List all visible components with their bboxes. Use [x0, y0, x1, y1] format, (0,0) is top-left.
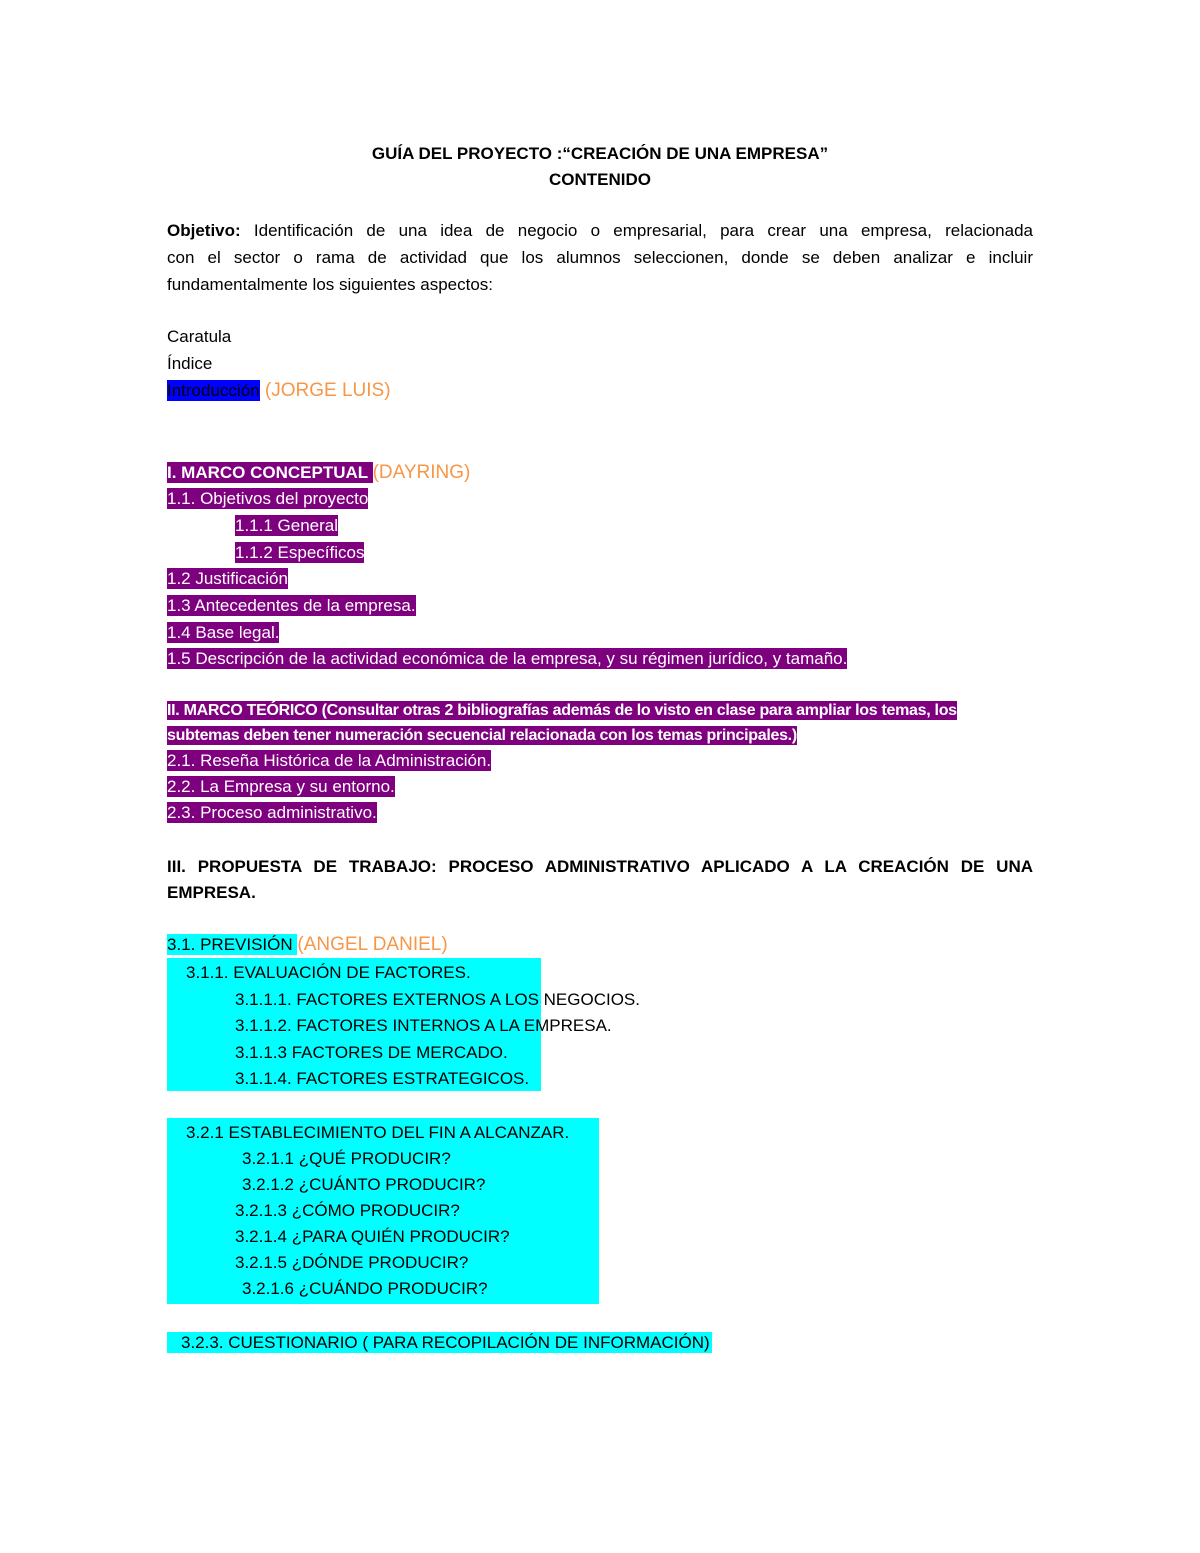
item-caratula: Caratula [167, 327, 232, 346]
prevision-heading [167, 933, 448, 957]
item-introduccion [167, 379, 391, 403]
section1-item-text: 1.3 Antecedentes de la empresa. [167, 596, 416, 615]
factores-item: 3.1.1.3 FACTORES DE MERCADO. [235, 1043, 508, 1062]
section3-heading-line-1: III. PROPUESTA DE TRABAJO: PROCESO ADMINISTRATIVO APLICADO A LA CREACIÓN DE UNA [167, 857, 1033, 876]
section1-heading-text: I. MARCO CONCEPTUAL [167, 463, 373, 482]
fin-item: 3.2.1.3 ¿CÓMO PRODUCIR? [235, 1201, 460, 1220]
factores-item: 3.1.1.4. FACTORES ESTRATEGICOS. [235, 1069, 530, 1088]
fin-item: 3.2.1.6 ¿CUÁNDO PRODUCIR? [242, 1279, 488, 1298]
section1-item [167, 567, 288, 591]
objective-label: Objetivo: [167, 221, 241, 240]
fin-item: 3.2.1 ESTABLECIMIENTO DEL FIN A ALCANZAR. [186, 1123, 570, 1142]
fin-item: 3.2.1.1 ¿QUÉ PRODUCIR? [242, 1149, 451, 1168]
objective-line-3: fundamentalmente los siguientes aspectos: [167, 275, 494, 294]
section2-item-text: 2.2. La Empresa y su entorno. [167, 777, 395, 796]
item-indice: Índice [167, 354, 213, 373]
document-title: GUÍA DEL PROYECTO :“CREACIÓN DE UNA EMPRESA” [371, 144, 829, 163]
section2-heading-line-1 [167, 699, 957, 723]
prevision-heading-text: 3.1. PREVISIÓN [167, 935, 298, 954]
section2-item [167, 801, 377, 825]
section1-item-text: 1.2 Justificación [167, 569, 288, 588]
section1-item-text: 1.1. Objetivos del proyecto [167, 489, 369, 508]
section2-item-text: 2.1. Reseña Histórica de la Administración. [167, 751, 492, 770]
section1-item-text: 1.1.1 General [235, 516, 339, 535]
cuestionario-text: 3.2.3. CUESTIONARIO ( PARA RECOPILACIÓN DE INFORMACIÓN) [167, 1332, 712, 1353]
section1-owner: (DAYRING) [372, 462, 471, 483]
objective-line-2: con el sector o rama de actividad que los alumnos seleccionen, donde se deben analizar e incluir [167, 248, 1033, 267]
cuestionario-item [167, 1331, 712, 1355]
section2-item [167, 749, 491, 773]
section1-heading [167, 461, 470, 485]
objective-line-1 [167, 219, 1033, 243]
introduccion-owner: (JORGE LUIS) [259, 380, 391, 401]
section1-item [167, 647, 847, 671]
section2-heading-text-2: subtemas deben tener numeración secuencial relacionada con los temas principales.) [167, 727, 797, 744]
fin-item: 3.2.1.5 ¿DÓNDE PRODUCIR? [235, 1253, 469, 1272]
fin-item: 3.2.1.4 ¿PARA QUIÉN PRODUCIR? [235, 1227, 510, 1246]
section1-item-text: 1.4 Base legal. [167, 623, 280, 642]
factores-item: 3.1.1. EVALUACIÓN DE FACTORES. [186, 963, 471, 982]
prevision-owner: (ANGEL DANIEL) [297, 934, 448, 955]
section1-item [167, 487, 368, 511]
factores-item: 3.1.1.1. FACTORES EXTERNOS A LOS NEGOCIOS. [235, 990, 640, 1009]
section1-item [235, 541, 364, 565]
section2-item [167, 775, 395, 799]
introduccion-label: Introducción [167, 381, 260, 400]
section3-heading-line-2: EMPRESA. [167, 883, 256, 902]
section2-item-text: 2.3. Proceso administrativo. [167, 803, 377, 822]
section1-item [167, 621, 279, 645]
section1-item-text: 1.5 Descripción de la actividad económica de la empresa, y su régimen jurídico, y tamaño. [167, 649, 848, 668]
section2-heading-text-1: II. MARCO TEÓRICO (Consultar otras 2 bibliografías además de lo visto en clase para ampliar los temas, los [167, 702, 957, 719]
section1-item-text: 1.1.2 Específicos [235, 543, 365, 562]
document-subtitle: CONTENIDO [549, 170, 651, 189]
fin-item: 3.2.1.2 ¿CUÁNTO PRODUCIR? [242, 1175, 486, 1194]
objective-text-1: Identificación de una idea de negocio o empresarial, para crear una empresa, relacionada [240, 221, 1033, 240]
factores-item: 3.1.1.2. FACTORES INTERNOS A LA EMPRESA. [235, 1016, 612, 1035]
section1-item [235, 514, 338, 538]
section1-item [167, 594, 416, 618]
section2-heading-line-2 [167, 724, 797, 748]
